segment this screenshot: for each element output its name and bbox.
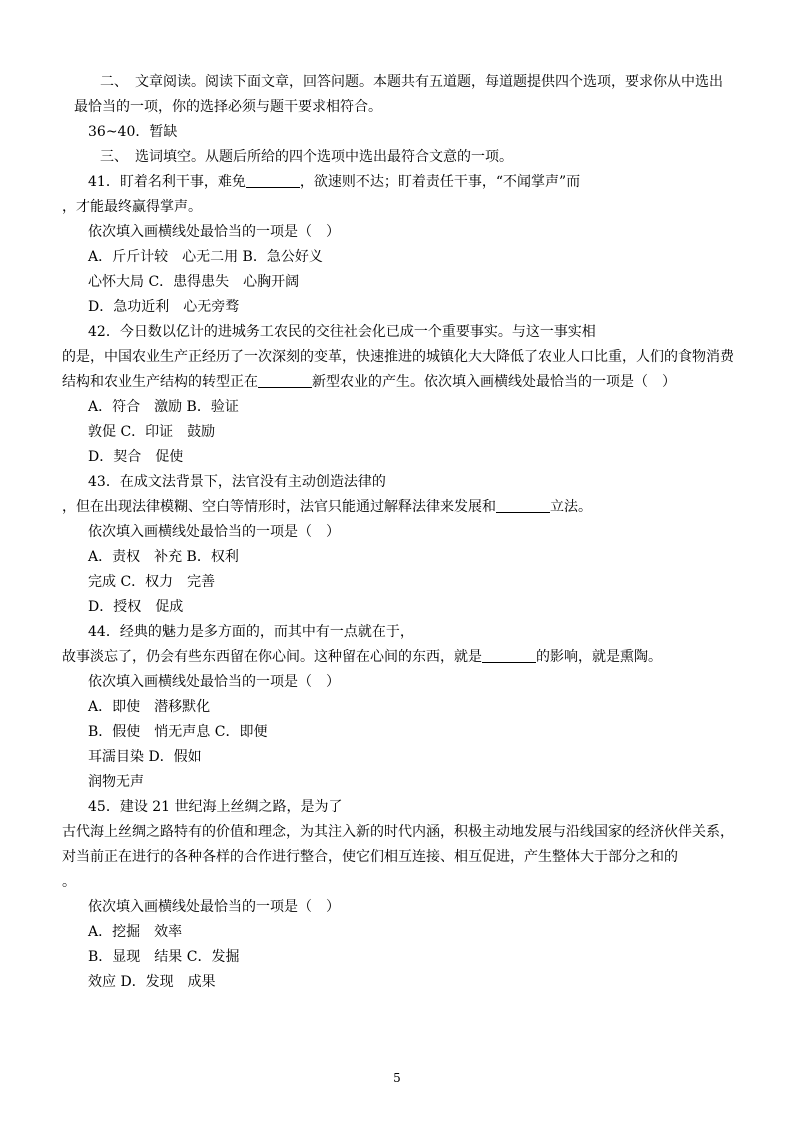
fill-blank — [246, 173, 300, 188]
q44-option-line4: 润物无声 — [88, 774, 144, 790]
fill-blank — [258, 373, 312, 388]
q41-line2: ，才能最终赢得掌声。 — [62, 199, 202, 215]
q42-option-line2: 敦促 C．印证 鼓励 — [88, 424, 216, 440]
q42-line2: 的是，中国农业生产正经历了一次深刻的变革，快速推进的城镇化大大降低了农业人口比重，人们的食物消费 — [62, 349, 734, 365]
q45-line1: 45．建设 21 世纪海上丝绸之路，是为了 — [88, 799, 343, 815]
q44-prompt: 依次填入画横线处最恰当的一项是（ ） — [88, 674, 340, 690]
q42-text-b: 新型农业的产生。依次填入画横线处最恰当的一项是（ ） — [312, 374, 676, 390]
q44-line2 — [62, 648, 662, 666]
page-number: 5 — [393, 1071, 401, 1085]
q43-line2 — [62, 498, 592, 516]
q42-line1: 42．今日数以亿计的进城务工农民的交往社会化已成一个重要事实。与这一事实相 — [88, 324, 596, 340]
q44-option-line1: A．即使 潜移默化 — [88, 699, 211, 715]
q42-option-line1: A．符合 激励 B．验证 — [88, 399, 239, 415]
q45-prompt: 依次填入画横线处最恰当的一项是（ ） — [88, 899, 340, 915]
q43-option-line1: A．责权 补充 B．权利 — [88, 549, 239, 565]
q41-line1 — [88, 173, 580, 191]
q45-line3: 对当前正在进行的各种各样的合作进行整合，使它们相互连接、相互促进，产生整体大于部分之和的 — [62, 849, 678, 865]
q45-option-line1: A．挖掘 效率 — [88, 924, 183, 940]
q42-line3 — [62, 373, 676, 391]
q43-option-line2: 完成 C．权力 完善 — [88, 574, 216, 590]
q44-option-line2: B．假使 悄无声息 C．即便 — [88, 724, 268, 740]
q44-text-b: 的影响，就是熏陶。 — [536, 649, 662, 665]
q41-option-line2: 心怀大局 C．患得患失 心胸开阔 — [88, 274, 300, 290]
q45-line2: 古代海上丝绸之路特有的价值和理念，为其注入新的时代内涵，积极主动地发展与沿线国家的经济伙伴关系， — [62, 824, 734, 840]
fill-blank — [482, 648, 536, 663]
q43-text-b: 立法。 — [550, 499, 592, 515]
q42-option-line3: D．契合 促使 — [88, 449, 184, 465]
q43-option-line3: D．授权 促成 — [88, 599, 184, 615]
q44-line1: 44．经典的魅力是多方面的，而其中有一点就在于， — [88, 624, 414, 640]
q43-text-a: ，但在出现法律模糊、空白等情形时，法官只能通过解释法律来发展和 — [62, 499, 496, 515]
section-2-heading-cont: 最恰当的一项，你的选择必须与题干要求相符合。 — [74, 99, 382, 115]
q44-text-a: 故事淡忘了，仍会有些东西留在你心间。这种留在心间的东西，就是 — [62, 649, 482, 665]
q41-text-a: 41．盯着名利干事，难免 — [88, 174, 246, 190]
section-3-heading: 三、 选词填空。从题后所给的四个选项中选出最符合文意的一项。 — [100, 149, 513, 165]
section-2-note: 36~40．暂缺 — [88, 124, 178, 140]
q41-prompt: 依次填入画横线处最恰当的一项是（ ） — [88, 224, 340, 240]
q42-text-a: 结构和农业生产结构的转型正在 — [62, 374, 258, 390]
q43-prompt: 依次填入画横线处最恰当的一项是（ ） — [88, 524, 340, 540]
q43-line1: 43．在成文法背景下，法官没有主动创造法律的 — [88, 474, 386, 490]
q41-option-line1: A．斤斤计较 心无二用 B．急公好义 — [88, 249, 323, 265]
section-2-heading: 二、 文章阅读。阅读下面文章，回答问题。本题共有五道题，每道题提供四个选项，要求你从中选出 — [100, 74, 723, 90]
fill-blank — [496, 498, 550, 513]
q41-option-line3: D．急功近利 心无旁骛 — [88, 299, 240, 315]
q44-option-line3: 耳濡目染 D．假如 — [88, 749, 202, 765]
q45-line4: 。 — [62, 874, 76, 890]
q45-option-line2: B．显现 结果 C．发掘 — [88, 949, 240, 965]
q41-text-b: ，欲速则不达；盯着责任干事，“不闻掌声”而 — [299, 174, 581, 190]
q45-option-line3: 效应 D．发现 成果 — [88, 974, 216, 990]
